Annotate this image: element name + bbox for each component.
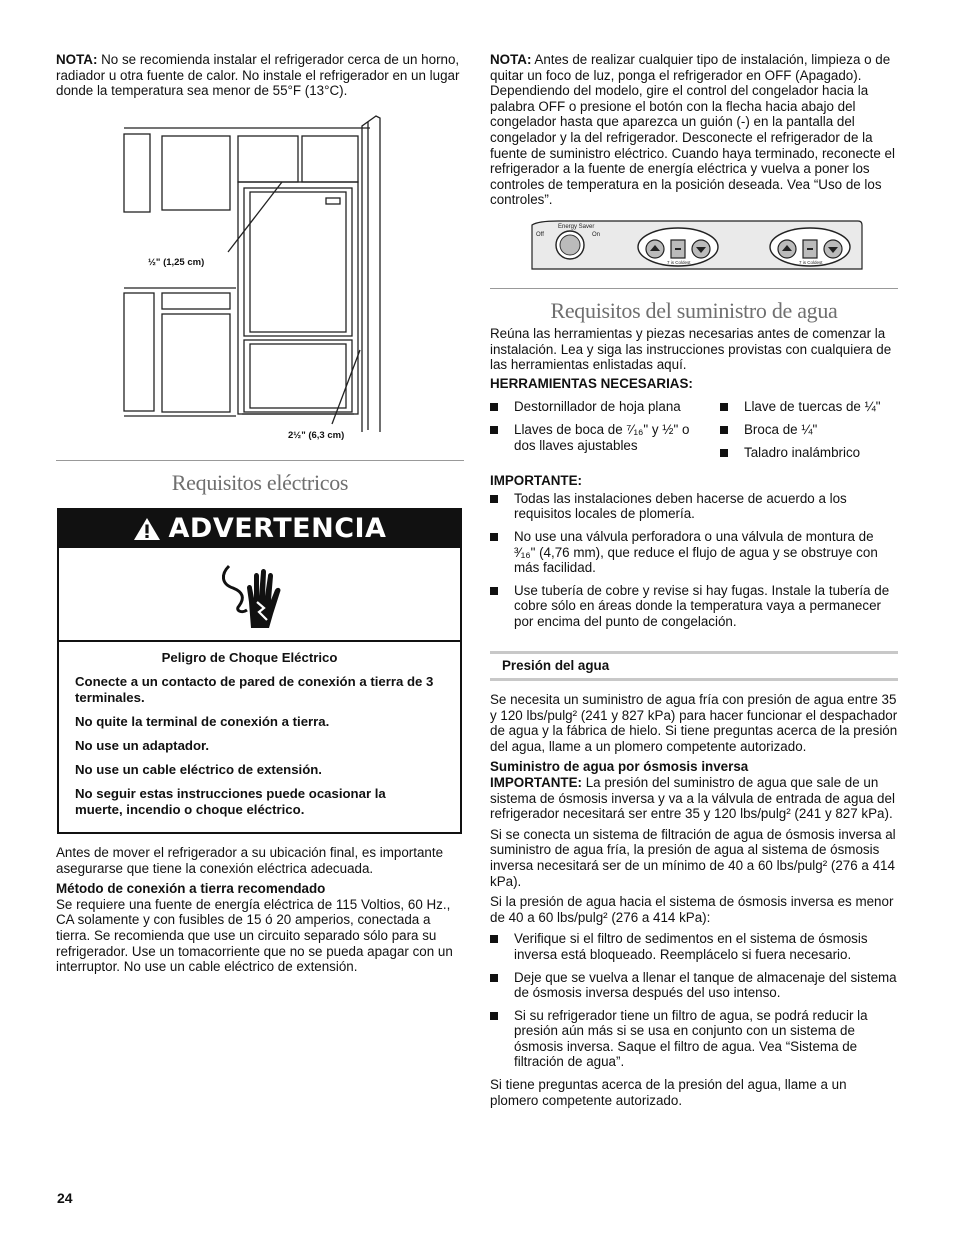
pressure-section: [490, 692, 898, 1108]
warning-hazard-title: Peligro de Choque Eléctrico: [161, 650, 338, 665]
warning-header-text: ADVERTENCIA: [168, 513, 387, 545]
list-item: Deje que se vuelva a llenar el tanque de almacenaje del sistema de ósmosis inversa después del uso intenso.: [490, 970, 898, 1001]
list-item: Llave de tuercas de ¼": [720, 399, 898, 415]
clearance-label-top: ½" (1,25 cm): [148, 257, 205, 268]
warning-line: No seguir estas instrucciones puede ocasionar la muerte, incendio o choque eléctrico.: [75, 786, 386, 817]
pressure-text: Se necesita un suministro de agua fría con presión de agua entre 35 y 120 lbs/pulg² (241 y 827 kPa) para hacer funcionar el despachador de agua y la fábrica de hielo. Si tiene preguntas acerca de la presión del agua, llame a un plomero competente autorizado.: [490, 692, 898, 754]
list-item: Broca de ¼": [720, 422, 898, 438]
refrigerator-clearance-figure: [118, 110, 398, 442]
clearance-label-bottom: 2½" (6,3 cm): [288, 430, 345, 441]
section-title-water: Requisitos del suministro de agua: [550, 298, 838, 323]
important-list: [490, 491, 898, 630]
left-nota: NOTA: No se recomienda instalar el refrigerador cerca de un horno, radiador u otra fuente de calor. No instale el refrigerador en un lugar donde la temperatura sea menor de 55°F (13°C).: [56, 52, 460, 99]
ro-para2: Si se conecta un sistema de filtración de agua de ósmosis inversa al suministro de agua fría, la presión de agua al sistema de ósmosis inversa necesitará ser de un mínimo de 40 a 60 lbs/pulg² (276 a 414 kPa).: [490, 826, 896, 889]
freezer-coldest-label: 7 is Coldest: [667, 260, 691, 265]
refrigerator-coldest-label: 7 is Coldest: [799, 260, 823, 265]
water-intro: Reúna las herramientas y piezas necesarias antes de comenzar la instalación. Lea y siga las instrucciones provistas con cualquiera de las herramientas enlistadas aquí.: [490, 326, 892, 373]
warning-header: [59, 510, 460, 548]
control-panel-figure: [528, 219, 864, 271]
closing-text: Si tiene preguntas acerca de la presión del agua, llame a un plomero competente autorizado.: [490, 1077, 847, 1108]
warning-body: [59, 642, 460, 818]
list-item: Taladro inalámbrico: [720, 445, 898, 461]
ro-heading: Suministro de agua por ósmosis inversa: [490, 759, 749, 775]
warning-triangle-icon: [133, 517, 161, 541]
tools-heading: HERRAMIENTAS NECESARIAS:: [490, 375, 693, 391]
page-number: 24: [57, 1190, 73, 1206]
list-item: Todas las instalaciones deben hacerse de acuerdo a los requisitos locales de plomería.: [490, 491, 898, 522]
tools-list-right: [720, 399, 898, 467]
water-section: [490, 326, 898, 637]
energy-saver-label: Energy Saver: [558, 224, 595, 230]
list-item: Destornillador de hoja plana: [490, 399, 720, 415]
list-item: Llaves de boca de ⁷⁄₁₆" y ½" o dos llaves ajustables: [490, 422, 720, 453]
important-heading: IMPORTANTE:: [490, 473, 582, 489]
ground-text: Se requiere una fuente de energía eléctrica de 115 Voltios, 60 Hz., CA solamente y con fusibles de 15 ó 20 amperios, conectada a tierra. Se recomienda que use un circuito separado sólo para su refrigerador. Use un tomacorriente que no se pueda apagar con un interruptor. No use un cable eléctrico de extensión.: [56, 896, 453, 975]
ground-heading: Método de conexión a tierra recomendado: [56, 881, 326, 897]
pressure-heading: Presión del agua: [490, 651, 898, 681]
left-bottom-text: [56, 845, 464, 975]
warning-line: Conecte a un contacto de pared de conexión a tierra de 3 terminales.: [75, 674, 434, 705]
list-item: Use tubería de cobre y revise si hay fugas. Instale la tubería de cobre sólo en áreas donde la temperatura vaya a permanecer por encima del punto de congelación.: [490, 583, 898, 630]
ro-list: [490, 931, 898, 1070]
ro-important: IMPORTANTE: La presión del suministro de agua que sale de un sistema de ósmosis inversa y va a la válvula de entrada de agua del refrigerador necesitará ser entre 35 y 120 lbs/pulg² (241 y 827 kPa).: [490, 774, 895, 822]
warning-line: No use un cable eléctrico de extensión.: [75, 762, 322, 777]
electric-shock-hand-icon: [217, 562, 289, 634]
divider-right: [490, 288, 898, 289]
divider-left: [56, 460, 464, 461]
on-label: On: [592, 232, 601, 238]
tools-lists: [490, 399, 898, 467]
tools-list-left: [490, 399, 720, 467]
warning-icon-area: [59, 548, 460, 642]
para-move: Antes de mover el refrigerador a su ubicación final, es importante asegurarse que tiene la conexión eléctrica adecuada.: [56, 845, 444, 876]
list-item: Verifique si el filtro de sedimentos en el sistema de ósmosis inversa está bloqueado. Reemplácelo si fuera necesario.: [490, 931, 898, 962]
warning-line: No quite la terminal de conexión a tierra.: [75, 714, 330, 729]
section-title-electrical: Requisitos eléctricos: [171, 470, 349, 495]
list-item: No use una válvula perforadora o una válvula de montura de ³⁄₁₆" (4,76 mm), que reduce el flujo de agua y se obstruye con más facilidad.: [490, 529, 898, 576]
ro-para3: Si la presión de agua hacia el sistema de ósmosis inversa es menor de 40 a 60 lbs/pulg² (276 a 414 kPa):: [490, 894, 894, 925]
right-nota: NOTA: Antes de realizar cualquier tipo de instalación, limpieza o de quitar un foco de luz, ponga el refrigerador en OFF (Apagado). Dependiendo del modelo, gire el control del congelador hacia la palabra OFF o presione el botón con la flecha hacia abajo del congelador hasta que aparezca un guión (-) en la pantalla del congelador y la del refrigerador. Desconecte el refrigerador de la fuente de suministro eléctrico. Cuando haya terminado, reconecte el refrigerador a la fuente de energía eléctrica y vuelva a poner los controles de temperatura en la posición deseada. Vea “Uso de los controles”.: [490, 52, 895, 208]
right-column: [490, 52, 898, 208]
off-label: Off: [536, 232, 544, 238]
left-column: [56, 52, 464, 99]
warning-box: [57, 508, 462, 834]
warning-line: No use un adaptador.: [75, 738, 210, 753]
list-item: Si su refrigerador tiene un filtro de agua, se podrá reducir la presión aún más si se usa en conjunto con un sistema de ósmosis inversa. Saque el filtro de agua. Vea “Sistema de filtración de agua”.: [490, 1008, 898, 1070]
